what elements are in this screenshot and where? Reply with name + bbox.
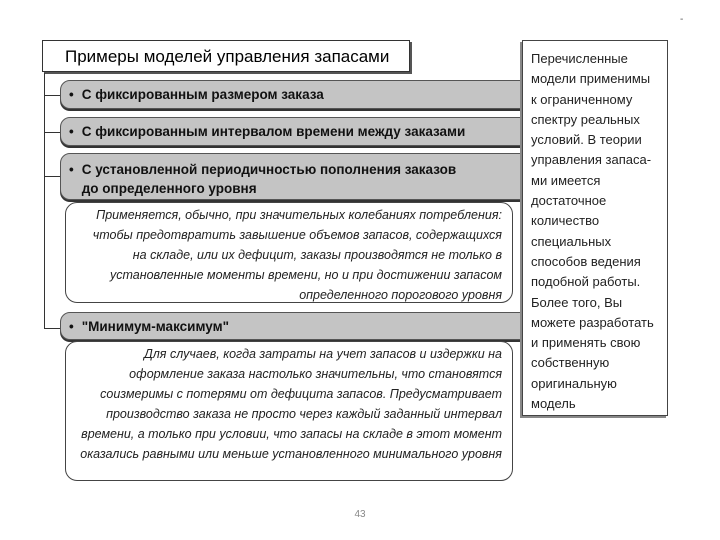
model-description: Применяется, обычно, при значительных колебаниях потребления: чтобы предотвратить завышение объемов запасов, содержащихся на складе, или их дефицит, заказы производятся не только в установленные моменты времени, но и при достижении запасом определенного порогового уровня <box>65 202 513 303</box>
model-label: С установленной периодичностью пополнения заказов до определенного уровня <box>81 162 457 196</box>
model-label: С фиксированным интервалом времени между заказами <box>81 124 466 139</box>
model-min-max <box>60 312 532 340</box>
model-periodic-replenishment <box>60 153 532 200</box>
bullet-icon: • <box>69 318 74 334</box>
corner-mark: - <box>680 14 684 25</box>
model-fixed-interval <box>60 117 532 146</box>
bullet-icon: • <box>69 162 74 177</box>
connector-line <box>44 73 45 329</box>
model-label: С фиксированным размером заказа <box>81 87 324 102</box>
model-label: "Минимум-максимум" <box>81 318 229 334</box>
model-description: Для случаев, когда затраты на учет запасов и издержки на оформление заказа настолько значительны, что становятся соизмеримы с потерями от дефицита запасов. Предусматривает производство заказа не просто через каждый заданный интервал времени, а только при условии, что запасы на складе в этот момент оказались равными или меньше установленного минимального уровня <box>65 341 513 481</box>
bullet-icon: • <box>69 124 74 139</box>
side-note: Перечисленные модели применимы к ограниченному спектру реальных условий. В теории управления запаса-ми имеется достаточное количество специальных способов ведения подобной работы. Более того, Вы можете разработать и применять свою собственную оригинальную модель <box>522 40 668 416</box>
page-number: 43 <box>354 509 366 520</box>
bullet-icon: • <box>69 87 74 102</box>
diagram-title: Примеры моделей управления запасами <box>42 40 410 72</box>
model-fixed-order-size <box>60 80 532 109</box>
